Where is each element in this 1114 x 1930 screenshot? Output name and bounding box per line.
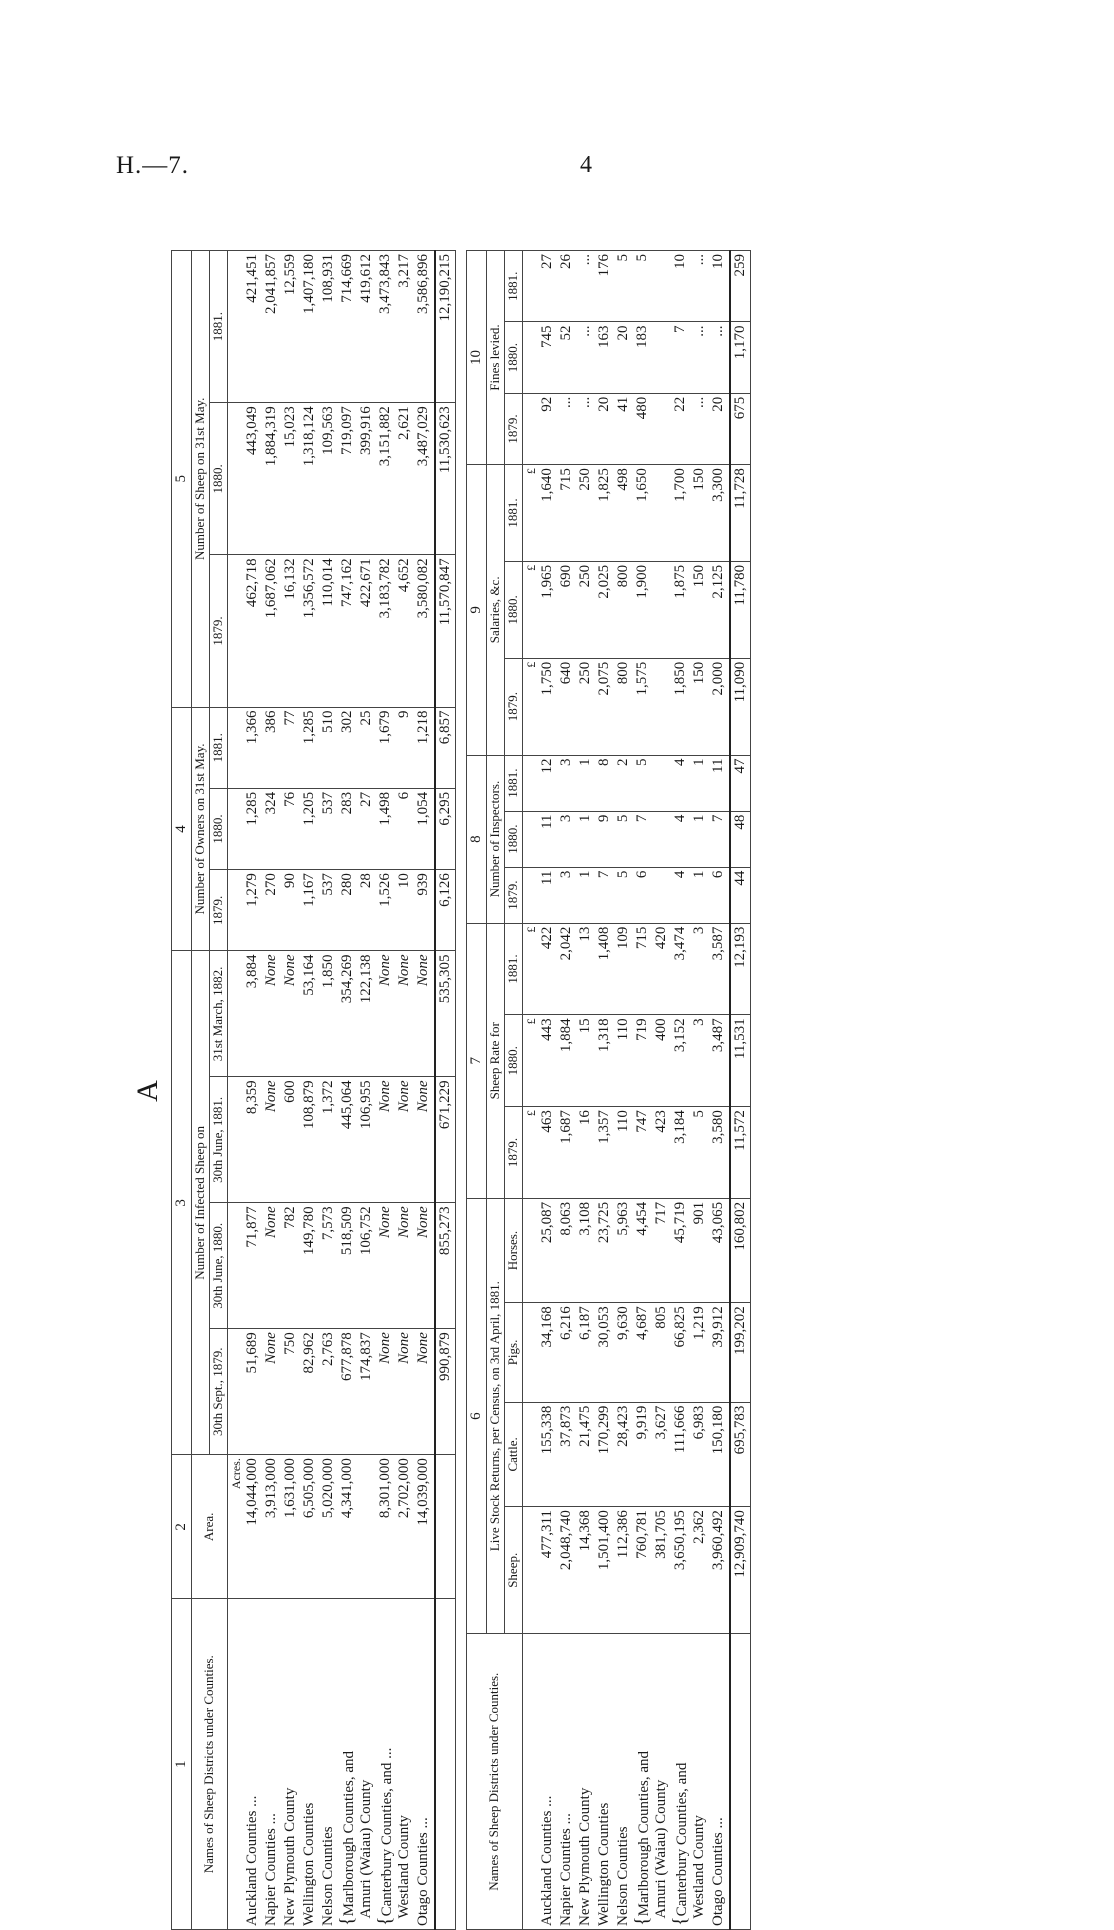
infected-1881-values: 8,359 None 600 108,879 1,372 445,064 106,955 None None None	[228, 1077, 436, 1203]
col-salaries: Salaries, &c.	[487, 465, 505, 755]
census-cattle-values: 155,338 37,873 21,475 170,299 28,423 9,919 3,627 111,666 6,983 150,180	[523, 1402, 731, 1506]
col-infected-sheep: Number of Infected Sheep on	[192, 951, 210, 1455]
appendix-letter: A	[131, 1078, 164, 1102]
table-sheep-districts-2: Names of Sheep Districts under Counties. 6 7 8 9 10 Live Stock Returns, per Census, on 3rd April, 1881. Sheep Rate for Number of Inspectors. Salaries, &c. Fines levied. Sheep. Cattle. Pigs. Horses. 1879. 1880. 1881. 1879. 1880. 1881. 1879. 1880. 1881. 1879. 1880. 1881. Auckland Counties ... Napier Counties ... New Plymouth County Wellington Counties Nelson Counties {Marlborough Counties, and Amuri (Waiau) County {Canterbury Counties, and Westland County Otago Counties ... 477,311 2,048,740 14,368 1,501,400 112,386 760,781 381,705 3,650,195 2,362 3,960,492 155,338 37,873 21,475 170,299 28,423 9,919 3,627 111,666 6,983 150,180 34,168 6,216 6,187 30,053 9,630 4,687 805 66,825 1,219 39,912 25,087 8,063 3,108 23,725 5,963 4,454 717 45,719 901 43,065 £ 463 1,687 16 1,357 110 747 423 3,184 5 3,580 £ 443 1,884 15 1,318 110 719 400 3,152 3 3,487 £ 422 2,042 13 1,408 109 715 420 3,474 3 3,587 11 3 1 7 5 6 4 1 6 11 3 1 9 5 7 4 1 7 12 3 1 8 2 5 4 1 11 £ 1,750 640 250 2,075 800 1,575 1,850 150 2,000 £ 1,965 690 250 2,025 800 1,900 1,875 150 2,125 £ 1,640 715 250 1,825 498 1,650 1,700 150 3,300 92 ... ... 20 41 480 22 ... 20 745 52 ... 163 20 183 7 ... ... 27 26 ... 176 5 5 10 ... 10 12,909,740 695,783 199,202 160,802 11,572 11,531 12,193 44 48 47 11,090 11,780 11,728 675 1,170 259	[466, 250, 751, 1930]
col-inf-1882: 31st March, 1882.	[210, 951, 228, 1077]
fines-1879-values: 92 ... ... 20 41 480 22 ... 20	[523, 393, 731, 464]
col-horses: Horses.	[505, 1198, 523, 1302]
rotated-table-block	[125, 250, 1005, 1930]
col-cattle: Cattle.	[505, 1402, 523, 1506]
col-fines: Fines levied.	[487, 251, 505, 465]
totals-row: 990,879 855,273 671,229 535,305 6,126 6,295 6,857 11,570,847 11,530,623 12,190,215	[435, 251, 456, 1930]
col-number-1: 1	[172, 1599, 192, 1930]
page-code: H.—7.	[116, 152, 190, 179]
table-row	[523, 251, 731, 1930]
fines-1880-values: 745 52 ... 163 20 183 7 ... ...	[523, 322, 731, 393]
salaries-1879-values: £ 1,750 640 250 2,075 800 1,575 1,850 150 2,000	[523, 658, 731, 755]
col-pigs: Pigs.	[505, 1303, 523, 1402]
col2-district-names: Names of Sheep Districts under Counties.	[467, 1634, 523, 1930]
col-number-5: 5	[172, 251, 192, 708]
table-row	[228, 251, 436, 1930]
census-pigs-values: 34,168 6,216 6,187 30,053 9,630 4,687 805 66,825 1,219 39,912	[523, 1303, 731, 1402]
inspectors-1879-values: 11 3 1 7 5 6 4 1 6	[523, 867, 731, 923]
col-sheep-1879: 1879.	[210, 555, 228, 707]
infected-1879-values: 51,689 None 750 82,962 2,763 677,878 174,837 None None None	[228, 1329, 436, 1455]
col-inf-1881: 30th June, 1881.	[210, 1077, 228, 1203]
infected-1880-values: 71,877 None 782 149,780 7,573 518,509 106,752 None None None	[228, 1203, 436, 1329]
col-number-2: 2	[172, 1455, 192, 1599]
col-district-names: Names of Sheep Districts under Counties.	[192, 1599, 228, 1930]
col-number-8: 8	[467, 755, 487, 923]
page-number: 4	[580, 152, 592, 178]
col-own-1879: 1879.	[210, 870, 228, 951]
col-sheep-rate: Sheep Rate for	[487, 923, 505, 1198]
salaries-1881-values: £ 1,640 715 250 1,825 498 1,650 1,700 150 3,300	[523, 465, 731, 562]
col-live-stock: Live Stock Returns, per Census, on 3rd April, 1881.	[487, 1198, 505, 1634]
col-sheep: Sheep.	[505, 1507, 523, 1634]
col-owners: Number of Owners on 31st May.	[192, 707, 210, 951]
col-sheep-1880: 1880.	[210, 403, 228, 555]
col-area: Area.	[192, 1455, 228, 1599]
col-inf-1880: 30th June, 1880.	[210, 1203, 228, 1329]
fines-1881-values: 27 26 ... 176 5 5 10 ... 10	[523, 251, 731, 322]
col-inf-1879: 30th Sept., 1879.	[210, 1329, 228, 1455]
sheep-1881-values: 421,451 2,041,857 12,559 1,407,180 108,931 714,669 419,612 3,473,843 3,217 3,586,896	[228, 251, 436, 403]
table-sheep-districts-1	[171, 250, 456, 1930]
area-values: Acres. 14,044,000 3,913,000 1,631,000 6,505,000 5,020,000 4,341,000 8,301,000 2,702,000 14,039,000	[228, 1455, 436, 1599]
census-horses-values: 25,087 8,063 3,108 23,725 5,963 4,454 717 45,719 901 43,065	[523, 1198, 731, 1302]
rate-1880-values: £ 443 1,884 15 1,318 110 719 400 3,152 3 3,487	[523, 1015, 731, 1107]
inspectors-1880-values: 11 3 1 9 5 7 4 1 7	[523, 811, 731, 867]
col-number-7: 7	[467, 923, 487, 1198]
col-number-9: 9	[467, 465, 487, 755]
col-inspectors: Number of Inspectors.	[487, 755, 505, 923]
district-names-list: Auckland Counties ... Napier Counties ... New Plymouth County Wellington Counties Nelson Counties {Marlborough Counties, and Amuri (Waiau) County {Canterbury Counties, and ... Westland County Otago Counties ...	[228, 1599, 436, 1930]
rate-1881-values: £ 422 2,042 13 1,408 109 715 420 3,474 3 3,587	[523, 923, 731, 1015]
district-names-list-2: Auckland Counties ... Napier Counties ... New Plymouth County Wellington Counties Nelson Counties {Marlborough Counties, and Amuri (Waiau) County {Canterbury Counties, and Westland County Otago Counties ...	[523, 1634, 731, 1930]
rate-1879-values: £ 463 1,687 16 1,357 110 747 423 3,184 5 3,580	[523, 1107, 731, 1199]
col-number-3: 3	[172, 951, 192, 1455]
owners-1880-values: 1,285 324 76 1,205 537 283 27 1,498 6 1,054	[228, 788, 436, 869]
col-own-1880: 1880.	[210, 788, 228, 869]
infected-1882-values: 3,884 None None 53,164 1,850 354,269 122,138 None None None	[228, 951, 436, 1077]
col-number-6: 6	[467, 1198, 487, 1634]
census-sheep-values: 477,311 2,048,740 14,368 1,501,400 112,386 760,781 381,705 3,650,195 2,362 3,960,492	[523, 1507, 731, 1634]
col-own-1881: 1881.	[210, 707, 228, 788]
col-number-4: 4	[172, 707, 192, 951]
col-sheep-1881: 1881.	[210, 251, 228, 403]
col-number-10: 10	[467, 251, 487, 465]
totals-row-2: 12,909,740 695,783 199,202 160,802 11,572 11,531 12,193 44 48 47 11,090 11,780 11,728 675 1,170 259	[730, 251, 751, 1930]
inspectors-1881-values: 12 3 1 8 2 5 4 1 11	[523, 755, 731, 811]
sheep-1879-values: 462,718 1,687,062 16,132 1,356,572 110,014 747,162 422,671 3,183,782 4,652 3,580,082	[228, 555, 436, 707]
col-sheep-count: Number of Sheep on 31st May.	[192, 251, 210, 708]
sheep-1880-values: 443,049 1,884,319 15,023 1,318,124 109,563 719,097 399,916 3,151,882 2,621 3,487,029	[228, 403, 436, 555]
salaries-1880-values: £ 1,965 690 250 2,025 800 1,900 1,875 150 2,125	[523, 561, 731, 658]
owners-1881-values: 1,366 386 77 1,285 510 302 25 1,679 9 1,218	[228, 707, 436, 788]
owners-1879-values: 1,279 270 90 1,167 537 280 28 1,526 10 939	[228, 870, 436, 951]
